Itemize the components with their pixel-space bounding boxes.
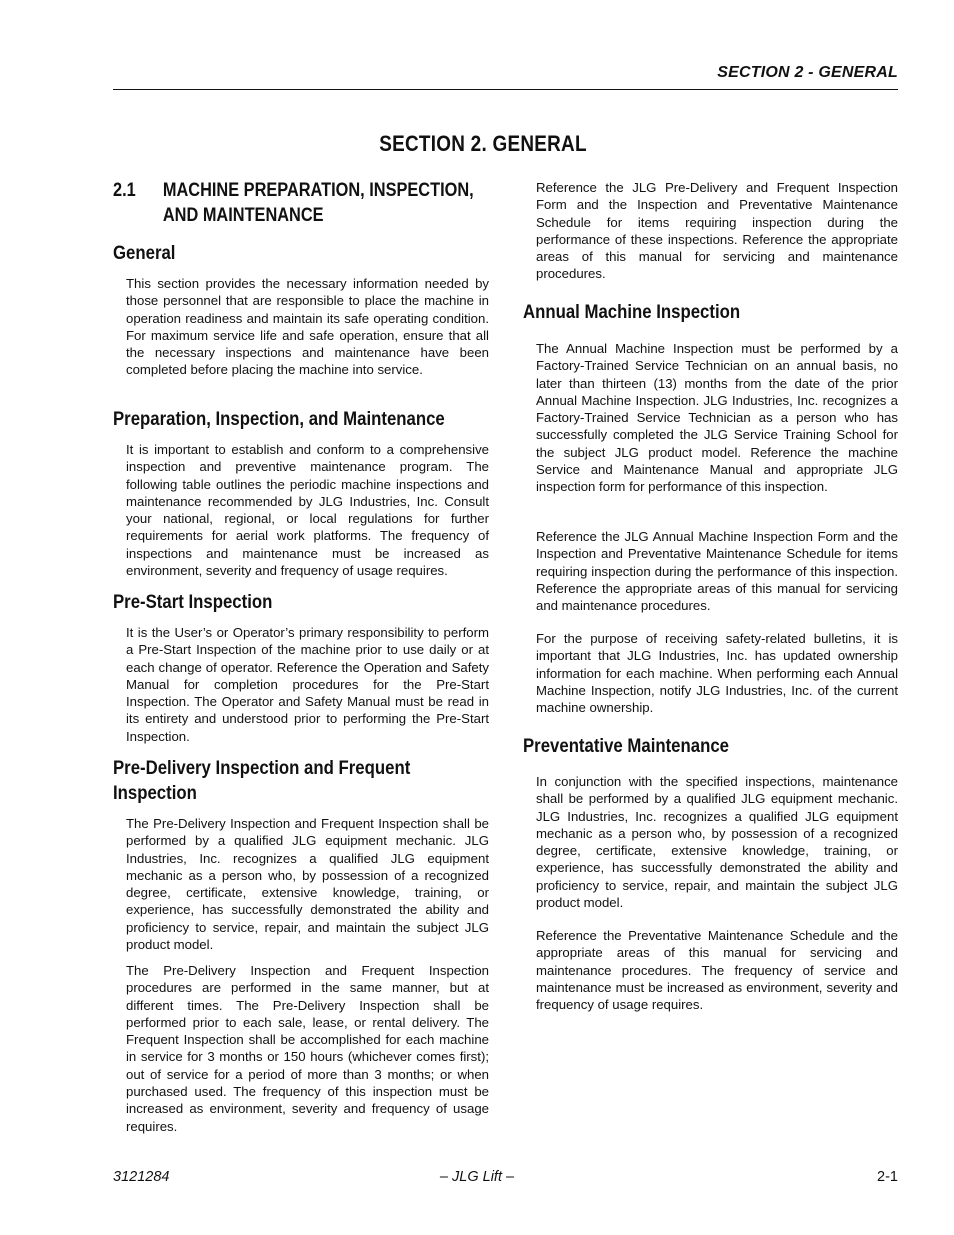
heading-preventative-maintenance: Preventative Maintenance [523,735,729,757]
paragraph-reference-forms: Reference the JLG Pre-Delivery and Frequent Inspection Form and the Inspection and Preventative Maintenance Schedule for items requiring inspection during the performance of these inspections. Reference the appropriate areas of this manual for servicing and maintenance procedures. [536,180,898,282]
heading-general: General [113,242,176,264]
heading-line-2: AND MAINTENANCE [162,205,324,226]
heading-pre-start: Pre-Start Inspection [113,591,273,613]
heading-2-1 [113,178,491,228]
heading-line-1: MACHINE PREPARATION, INSPECTION, [162,180,474,201]
paragraph-preventative-1: In conjunction with the specified inspections, maintenance shall be performed by a qualified JLG equipment mechanic. JLG Industries, Inc. recognizes a qualified JLG equipment mechanic as a person who, by possession of a recognized degree, certificate, extensive knowledge, training, or experience, has successfully demonstrated the ability and proficiency to service, repair, and maintain the subject JLG product model. [536,774,898,911]
section-title [73,131,893,157]
footer-doc-number: 3121284 [113,1169,170,1185]
paragraph-general: This section provides the necessary information needed by those personnel that are responsible to place the machine in operation readiness and maintain its safe operating condition. For maximum service life and safe operation, ensure that all the necessary inspections and maintenance have been completed before placing the machine into service. [126,276,489,378]
heading-annual-inspection: Annual Machine Inspection [523,301,741,323]
heading-number: 2.1 [113,180,136,201]
heading-pre-delivery [113,756,491,806]
paragraph-preventative-2: Reference the Preventative Maintenance Schedule and the appropriate areas of this manual for servicing and maintenance procedures. The frequency of service and maintenance must be increased as environment, severity and frequency of usage requires. [536,928,898,1013]
paragraph-pre-delivery-2: The Pre-Delivery Inspection and Frequent Inspection procedures are performed in the same manner, but at different times. The Pre-Delivery Inspection shall be performed prior to each sale, lease, or rental delivery. The Frequent Inspection shall be accomplished for each machine in service for 3 months or 150 hours (whichever comes first); out of service for a period of more than 3 months; or when purchased used. The frequency of this inspection must be increased as environment, severity and frequency of usage requires. [126,963,489,1134]
running-head: SECTION 2 - GENERAL [717,64,898,81]
section-title-text: SECTION 2. GENERAL [379,131,587,156]
paragraph-pre-delivery-1: The Pre-Delivery Inspection and Frequent Inspection shall be performed by a qualified JLG equipment mechanic. JLG Industries, Inc. recognizes a qualified JLG equipment mechanic as a person who, by possession of a recognized degree, certificate, extensive knowledge, training, or experience, has successfully demonstrated the ability and proficiency to service, repair, and maintain the subject JLG product model. [126,816,489,953]
paragraph-annual-1: The Annual Machine Inspection must be performed by a Factory-Trained Service Technician on an annual basis, no later than thirteen (13) months from the date of the prior Annual Machine Inspection. JLG Industries, Inc. recognizes a Factory-Trained Service Technician as a person who has successfully completed the JLG Service Training School for the subject JLG product model. Reference the machine Service and Maintenance Manual and appropriate JLG inspection form for performance of this inspection. [536,341,898,495]
header-rule [113,89,898,90]
paragraph-pre-start: It is the User’s or Operator’s primary responsibility to perform a Pre-Start Inspection of the machine prior to use daily or at each change of operator. Reference the Operation and Safety Manual for completion procedures for the Pre-Start Inspection. The Operator and Safety Manual must be read in its entirety and understood prior to performing the Pre-Start Inspection. [126,625,489,744]
heading-preparation: Preparation, Inspection, and Maintenance [113,408,445,430]
heading-pre-delivery-line-2: Inspection [113,782,197,804]
footer-page-number: 2-1 [877,1169,898,1185]
paragraph-preparation: It is important to establish and conform to a comprehensive inspection and preventive maintenance program. The following table outlines the periodic machine inspections and maintenance recommended by JLG Industries, Inc. Consult your national, regional, or local regulations for further requirements for aerial work platforms. The frequency of inspections and maintenance must be increased as environment, severity and frequency of usage requires. [126,442,489,579]
heading-pre-delivery-line-1: Pre-Delivery Inspection and Frequent [113,757,411,779]
paragraph-annual-2: Reference the JLG Annual Machine Inspection Form and the Inspection and Preventative Maintenance Schedule for items requiring inspection during the performance of this inspection. Reference the appropriate areas of this manual for servicing and maintenance procedures. [536,529,898,614]
paragraph-annual-3: For the purpose of receiving safety-related bulletins, it is important that JLG Industries, Inc. has updated ownership information for each machine. When performing each Annual Machine Inspection, notify JLG Industries, Inc. of the current machine ownership. [536,631,898,716]
footer-center: – JLG Lift – [439,1169,515,1185]
